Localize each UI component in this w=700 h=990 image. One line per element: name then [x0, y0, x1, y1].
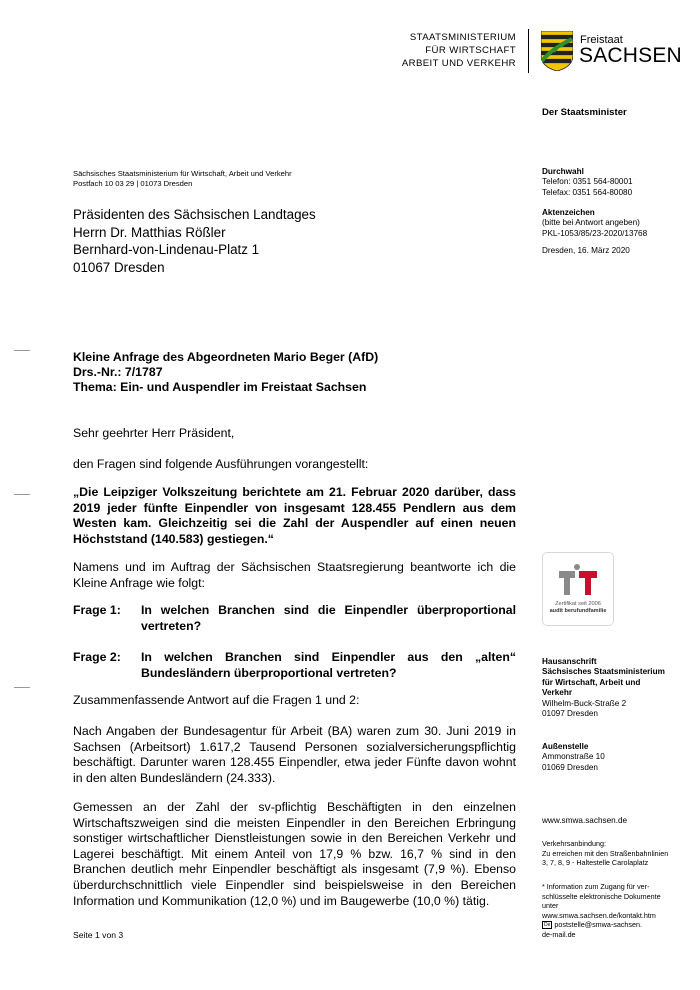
fold-mark: [14, 350, 30, 351]
minister-label: Der Staatsminister: [542, 107, 627, 118]
certificate-line: Zertifikat seit 2006: [555, 601, 601, 607]
info-line: * Information zum Zugang für ver-: [542, 882, 650, 891]
recipient-line: Präsidenten des Sächsischen Landtages: [73, 207, 316, 222]
letter-date: Dresden, 16. März 2020: [542, 246, 630, 255]
sender-line: Sächsisches Staatsministerium für Wirtschaft, Arbeit und Verkehr: [73, 169, 292, 178]
certificate-line: audit berufundfamilie: [549, 608, 607, 614]
recipient-line: 01067 Dresden: [73, 259, 165, 275]
aktenzeichen-note: (bitte bei Antwort angeben): [542, 218, 640, 228]
intro-text: den Fragen sind folgende Ausführungen vorangestellt:: [73, 457, 369, 471]
question-label: Frage 1:: [73, 603, 121, 617]
info-line: schlüsselte elektronische Dokumente: [542, 891, 661, 901]
fax-number: Telefax: 0351 564-80080: [542, 187, 633, 197]
question-1: [73, 603, 516, 634]
answer-intro: Namens und im Auftrag der Sächsischen Staatsregierung beantworte ich die Kleine Anfrage wie folgt:: [73, 560, 516, 590]
ministry-line: STAATSMINISTERIUM: [409, 32, 516, 43]
aktenzeichen-value: PKL-1053/85/23-2020/13768: [542, 228, 648, 238]
transport-info: [542, 839, 668, 868]
phone-number: Telefon: 0351 564-80001: [542, 177, 633, 187]
transport-label: Verkehrsanbindung:: [542, 839, 606, 848]
question-label: Frage 2:: [73, 650, 121, 664]
de-mail-icon: De: [544, 922, 551, 929]
subject-line: Drs.-Nr.: 7/1787: [73, 365, 163, 380]
info-line: unter: [542, 901, 559, 911]
encryption-info: [542, 882, 661, 940]
durchwahl-label: Durchwahl: [542, 167, 584, 176]
transport-line: Zu erreichen mit den Straßenbahnlinien: [542, 848, 669, 858]
subject-line: Kleine Anfrage des Abgeordneten Mario Beger (AfD): [73, 350, 379, 364]
address-street: Wilhelm-Buck-Straße 2: [542, 698, 627, 708]
punch-mark: [14, 687, 30, 688]
street-address: [542, 657, 665, 719]
website-link[interactable]: www.smwa.sachsen.de: [542, 816, 628, 825]
branch-street: Ammonstraße 10: [542, 752, 605, 762]
audit-certificate: [542, 552, 614, 626]
de-mail-text[interactable]: poststelle@smwa-sachsen.: [554, 920, 642, 930]
ministry-line: FÜR WIRTSCHAFT: [425, 45, 516, 57]
quote-text: „Die Leipziger Volkszeitung berichtete am 21. Februar 2020 darüber, dass 2019 jeder fünfte Einpendler von insgesamt 128.455 Pendlern aus dem Westen kam. Gleichzeitig sei die Zahl der Auspendler auf einen neuen Höchststand (140.583) gestiegen.“: [73, 485, 516, 546]
answer-paragraph-2: Gemessen an der Zahl der sv-pflichtig Beschäftigten in den einzelnen Wirtschaftszweigen sind die meisten Einpendler in den Bereichen Erbringung sonstiger wirtschaftlicher Dienstleistungen sowie in den Bereichen Verkehr und Lagerei beschäftigt. Mit einem Anteil von 17,9 % bzw. 16,7 % sind in den Branchen deutlich mehr Einpendler beschäftigt als insgesamt (7,9 %). Ebenso überdurchschnittlich viele Einpendler sind beispielsweise in den Bereichen Information und Kommunikation (12,0 %) und im Baugewerbe (10,0 %) tätig.: [73, 800, 516, 908]
page-number: Seite 1 von 3: [73, 930, 124, 940]
header-divider: [528, 29, 529, 73]
recipient-line: Bernhard-von-Lindenau-Platz 1: [73, 242, 260, 258]
address-city: 01097 Dresden: [542, 709, 598, 719]
sender-line: Postfach 10 03 29 | 01073 Dresden: [73, 179, 193, 189]
saxony-crest-icon: [541, 31, 573, 71]
question-2: [73, 650, 516, 681]
transport-line: 3, 7, 8, 9 - Haltestelle Carolaplatz: [542, 858, 649, 868]
subject: [73, 350, 378, 396]
branch-address: [542, 742, 605, 773]
recipient-address: [73, 206, 316, 276]
state-label-small: Freistaat: [580, 34, 623, 46]
address-line: Sächsisches Staatsministerium: [542, 667, 665, 677]
address-label: Hausanschrift: [542, 657, 597, 666]
de-mail-address: [542, 920, 661, 930]
address-line: Verkehr: [542, 688, 573, 698]
branch-city: 01069 Dresden: [542, 762, 598, 772]
address-line: für Wirtschaft, Arbeit und: [542, 677, 641, 687]
ministry-name: [398, 31, 516, 71]
contact-link[interactable]: www.smwa.sachsen.de/kontakt.htm: [542, 910, 656, 920]
state-label-big: SACHSEN: [579, 44, 682, 67]
summary-heading: Zusammenfassende Antwort auf die Fragen 1 und 2:: [73, 693, 360, 707]
fold-mark: [14, 494, 30, 495]
reference-block: [542, 208, 647, 239]
salutation: Sehr geehrter Herr Präsident,: [73, 426, 235, 440]
aktenzeichen-label: Aktenzeichen: [542, 208, 595, 217]
contact-block: [542, 167, 633, 198]
branch-label: Außenstelle: [542, 742, 589, 751]
audit-logo-icon: [557, 563, 599, 597]
question-text: In welchen Branchen sind Einpendler aus den „alten“ Bundesländern überproportional vertreten?: [141, 650, 516, 680]
info-line: de-mail.de: [542, 929, 576, 939]
question-text: In welchen Branchen sind die Einpendler überproportional vertreten?: [141, 603, 516, 633]
answer-paragraph-1: Nach Angaben der Bundesagentur für Arbeit (BA) waren zum 30. Juni 2019 in Sachsen (Arbeitsort) 1.617,2 Tausend Personen sozialversicherungspflichtig beschäftigt. Darunter waren 128.455 Einpendler, etwa jeder Fünfte davon wohnt in den alten Bundesländern (24.333).: [73, 724, 516, 785]
sender-address: [73, 169, 292, 189]
subject-line: Thema: Ein- und Auspendler im Freistaat Sachsen: [73, 380, 367, 395]
recipient-line: Herrn Dr. Matthias Rößler: [73, 224, 226, 240]
ministry-line: ARBEIT UND VERKEHR: [401, 58, 516, 70]
